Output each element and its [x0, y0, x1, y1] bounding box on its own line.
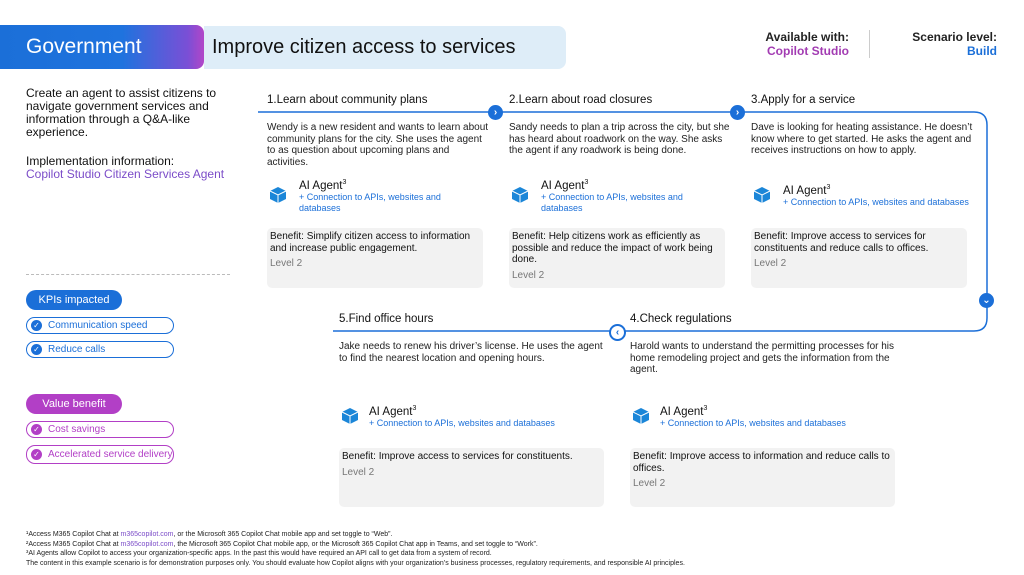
agent-icon	[751, 184, 773, 206]
intro-text: Create an agent to assist citizens to navigate government services and information through a Q&A-like experience.	[26, 86, 217, 139]
footnotes	[26, 530, 1006, 568]
benefit-text: Benefit: Improve access to services for constituents.	[342, 451, 573, 462]
level-label: Scenario level:	[912, 30, 997, 44]
level-text: Level 2	[342, 466, 375, 478]
agent-subtitle: + Connection to APIs, websites and databases	[541, 192, 683, 213]
value-label: Cost savings	[48, 423, 106, 435]
benefit-text: Benefit: Improve access to services for constituents and reduce calls to offices.	[754, 231, 929, 254]
benefit-box	[751, 228, 967, 288]
chevron-left-icon: ‹	[609, 324, 626, 341]
check-icon: ✓	[31, 424, 42, 435]
step-title: 3.Apply for a service	[751, 94, 856, 106]
step-description: Jake needs to renew his driver’s license. He uses the agent to find the nearest location and opening hours.	[339, 341, 603, 364]
impl-label: Implementation information:	[26, 154, 175, 168]
kpis-heading: KPIs impacted	[26, 290, 122, 310]
kpi-label: Communication speed	[48, 319, 148, 331]
agent-subtitle: + Connection to APIs, websites and databases	[299, 192, 441, 213]
benefit-box	[339, 448, 604, 507]
step-title: 5.Find office hours	[339, 313, 434, 325]
scenario-title: Improve citizen access to services	[212, 36, 516, 58]
footnote-link[interactable]: m365copilot.com	[120, 540, 174, 548]
agent-icon	[630, 405, 652, 427]
agent-subtitle: + Connection to APIs, websites and databases	[783, 197, 969, 207]
level-text: Level 2	[512, 269, 545, 281]
agent-subtitle: + Connection to APIs, websites and databases	[660, 418, 846, 428]
chevron-right-icon: ›	[730, 105, 745, 120]
benefit-text: Benefit: Improve access to information and reduce calls to offices.	[633, 451, 890, 474]
level-text: Level 2	[270, 258, 303, 269]
agent-icon	[509, 184, 531, 206]
chevron-down-icon: ⌄	[979, 293, 994, 308]
available-value: Copilot Studio	[767, 44, 849, 58]
benefit-text: Benefit: Simplify citizen access to information and increase public engagement.	[270, 231, 471, 254]
value-heading: Value benefit	[26, 394, 122, 414]
value-label: Accelerated service delivery	[48, 448, 173, 460]
agent-title: AI Agent$^3$	[541, 179, 589, 192]
check-icon: ✓	[31, 344, 42, 355]
step-description: Wendy is a new resident and wants to learn about community plans for the city. She uses the agent to as question about upcoming plans and activities.	[267, 122, 489, 168]
kpi-label: Reduce calls	[48, 343, 106, 355]
level-value: Build	[967, 44, 997, 58]
footnote-disclaimer: The content in this example scenario is for demonstration purposes only. You should evaluate how Copilot aligns with your organization’s business processes, regulatory requirements, and responsible AI principles.	[26, 559, 685, 567]
benefit-box	[630, 448, 895, 507]
benefit-text: Benefit: Help citizens work as efficiently as possible and reduce the impact of work being done.	[512, 231, 713, 265]
step-title: 2.Learn about road closures	[509, 94, 653, 106]
available-label: Available with:	[765, 30, 849, 44]
step-description: Sandy needs to plan a trip across the city, but she has heard about roadwork on the way. She asks the agent if any roadwork is being done.	[509, 122, 730, 156]
step-description: Harold wants to understand the permitting processes for his home remodeling project and gets the information from the agent.	[630, 341, 895, 375]
agent-title: AI Agent$^3$	[299, 179, 347, 192]
impl-link[interactable]: Copilot Studio Citizen Services Agent	[26, 167, 225, 181]
agent-icon	[339, 405, 361, 427]
level-text: Level 2	[754, 258, 787, 269]
step-title: 1.Learn about community plans	[267, 94, 428, 106]
footnote-link[interactable]: m365copilot.com	[120, 531, 174, 538]
footnote-2: ²Access M365 Copilot Chat at m365copilot.com, the Microsoft 365 Copilot Chat mobile app, or the Microsoft 365 Copilot Chat app in Teams, and set toggle to “Work”.	[26, 540, 538, 548]
check-icon: ✓	[31, 320, 42, 331]
level-text: Level 2	[633, 478, 666, 489]
step-description: Dave is looking for heating assistance. He doesn’t know where to get started. He asks the agent and receives instructions on how to apply.	[751, 122, 973, 156]
agent-title: AI Agent$^3$	[783, 184, 831, 197]
industry-label: Government	[26, 35, 142, 58]
benefit-box	[509, 228, 725, 288]
footnote-3: ³AI Agents allow Copilot to access your organization-specific apps. In the past this would have required an API call to get data from a system of record.	[26, 550, 492, 557]
step-title: 4.Check regulations	[630, 313, 732, 325]
agent-title: AI Agent$^3$	[660, 405, 708, 418]
benefit-box	[267, 228, 483, 288]
check-icon: ✓	[31, 449, 42, 460]
agent-title: AI Agent$^3$	[369, 405, 417, 418]
footnote-1: ¹Access M365 Copilot Chat at m365copilot.com, or the Microsoft 365 Copilot Chat mobile app and set toggle to “Web”.	[26, 531, 393, 538]
agent-subtitle: + Connection to APIs, websites and databases	[369, 418, 555, 428]
agent-icon	[267, 184, 289, 206]
chevron-right-icon: ›	[488, 105, 503, 120]
